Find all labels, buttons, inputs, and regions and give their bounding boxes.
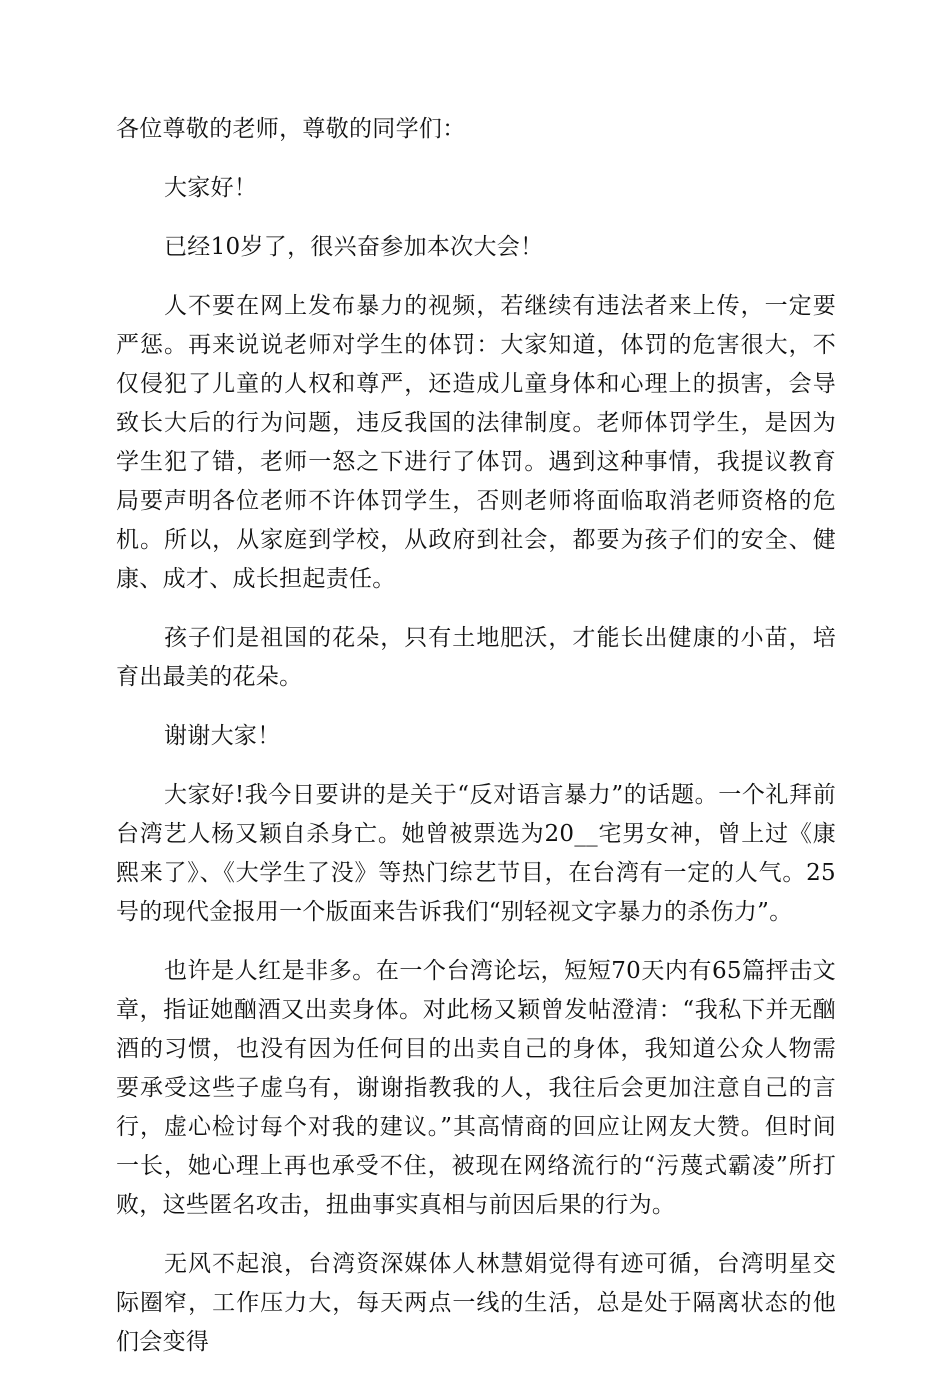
body-paragraph: 孩子们是祖国的花朵，只有土地肥沃，才能长出健康的小苗，培育出最美的花朵。: [116, 625, 836, 690]
closing-paragraph: 谢谢大家！: [164, 723, 281, 749]
greeting-paragraph: 大家好！: [164, 175, 258, 201]
intro-paragraph: 已经10岁了，很兴奋参加本次大会！: [164, 234, 544, 260]
body-paragraph: 大家好!我今日要讲的是关于“反对语言暴力”的话题。一个礼拜前台湾艺人杨又颖自杀身亡。她曾被票选为20__宅男女神，曾上过《康熙来了》、《大学生了没》等热门综艺节目，在台湾有一定的人气。25号的现代金报用一个版面来告诉我们“别轻视文字暴力的杀伤力”。: [116, 782, 836, 925]
body-paragraph: 人不要在网上发布暴力的视频，若继续有违法者来上传，一定要严惩。再来说说老师对学生的体罚：大家知道，体罚的危害很大，不仅侵犯了儿童的人权和尊严，还造成儿童身体和心理上的损害，会导致长大后的行为问题，违反我国的法律制度。老师体罚学生，是因为学生犯了错，老师一怒之下进行了体罚。遇到这种事情，我提议教育局要声明各位老师不许体罚学生，否则老师将面临取消老师资格的危机。所以，从家庭到学校，从政府到社会，都要为孩子们的安全、健康、成才、成长担起责任。: [116, 293, 836, 592]
body-paragraph: 也许是人红是非多。在一个台湾论坛，短短70天内有65篇抨击文章，指证她酗酒又出卖身体。对此杨又颖曾发帖澄清：“我私下并无酗酒的习惯，也没有因为任何目的出卖自己的身体，我知道公众人物需要承受这些子虚乌有，谢谢指教我的人，我往后会更加注意自己的言行，虚心检讨每个对我的建议。”其高情商的回应让网友大赞。但时间一长，她心理上再也承受不住，被现在网络流行的“污蔑式霸凌”所打败，这些匿名攻击，扭曲事实真相与前因后果的行为。: [116, 958, 836, 1218]
body-paragraph: 无风不起浪，台湾资深媒体人林慧娟觉得有迹可循，台湾明星交际圈窄，工作压力大，每天两点一线的生活，总是处于隔离状态的他们会变得: [116, 1251, 836, 1355]
document-body: [116, 110, 836, 1382]
salutation: 各位尊敬的老师，尊敬的同学们：: [116, 116, 466, 142]
